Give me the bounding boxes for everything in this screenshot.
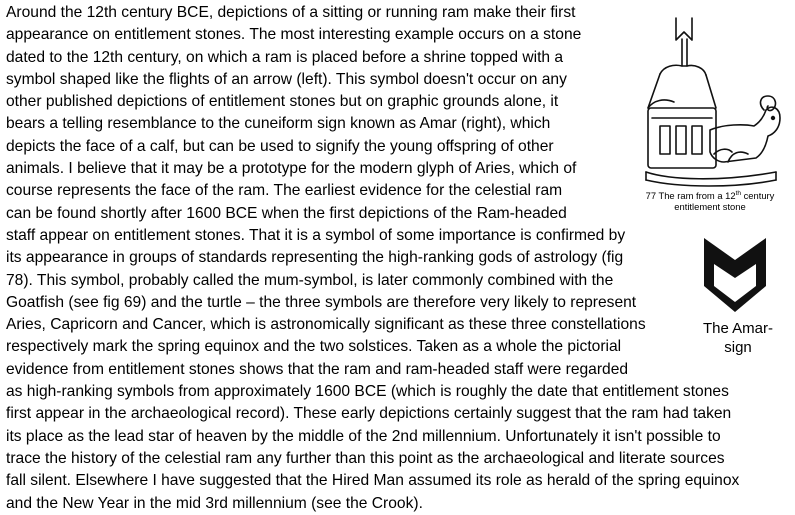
text-line: as high-ranking symbols from approximately 1600 BCE (which is roughly the date that entitlement stones <box>6 383 729 401</box>
text-line: symbol shaped like the flights of an arrow (left). This symbol doesn't occur on any <box>6 70 567 88</box>
shrine <box>648 108 716 168</box>
ram-caption-line2: entitlement stone <box>674 201 746 213</box>
text-line: appearance on entitlement stones. The most interesting example occurs on a stone <box>6 26 582 44</box>
text-line: trace the history of the celestial ram any further than this point as the archaeological and literate sources <box>6 449 725 467</box>
text-line: can be found shortly after 1600 BCE when the first depictions of the Ram-headed <box>6 204 567 222</box>
amar-sign-glyph <box>704 238 766 312</box>
text-line: 78). This symbol, probably called the mum-symbol, is later commonly combined with the <box>6 271 614 289</box>
text-line: and the New Year in the mid 3rd millennium (see the Crook). <box>6 494 423 512</box>
amar-figure-caption <box>688 319 788 357</box>
text-line: Goatfish (see fig 69) and the turtle – the three symbols are therefore very likely to represent <box>6 293 637 311</box>
ram-caption-superscript: th <box>735 190 742 197</box>
text-line: its appearance in groups of standards representing the high-ranking gods of astrology (fig <box>6 249 624 267</box>
text-line: depicts the face of a calf, but can be used to signify the young offspring of other <box>6 137 554 155</box>
text-line: course represents the face of the ram. The earliest evidence for the celestial ram <box>6 182 563 200</box>
amar-caption-line1: The Amar- <box>702 320 774 337</box>
text-line: respectively mark the spring equinox and the two solstices. Taken as a whole the pictorial <box>6 338 622 356</box>
text-line: evidence from entitlement stones shows that the ram and ram-headed staff were regarded <box>6 360 629 378</box>
text-line: other published depictions of entitlement stones but on graphic grounds alone, it <box>6 93 559 111</box>
text-line: animals. I believe that it may be a prototype for the modern glyph of Aries, which of <box>6 160 577 178</box>
text-line: first appear in the archaeological record). These early depictions certainly suggest that the ram had taken <box>6 405 732 423</box>
amar-caption-line2: sign <box>724 339 752 356</box>
text-line: Around the 12th century BCE, depictions of a sitting or running ram make their first <box>6 4 576 21</box>
text-line: bears a telling resemblance to the cuneiform sign known as Amar (right), which <box>6 115 551 133</box>
text-line: dated to the 12th century, on which a ram is placed before a shrine topped with a <box>6 48 564 66</box>
text-line: Aries, Capricorn and Cancer, which is astronomically significant as these three constellations <box>6 316 646 334</box>
text-line: staff appear on entitlement stones. That it is a symbol of some importance is confirmed by <box>6 226 626 244</box>
ram-shrine-illustration <box>640 12 782 192</box>
ram-caption-mid: century <box>741 190 775 202</box>
amar-sign-illustration <box>700 234 770 314</box>
text-line: fall silent. Elsewhere I have suggested that the Hired Man assumed its role as herald of the spring equinox <box>6 472 740 490</box>
ram-horn <box>761 96 776 111</box>
ram-body <box>710 107 780 162</box>
ram-figure-caption <box>628 188 792 212</box>
text-line: its place as the lead star of heaven by the middle of the 2nd millennium. Unfortunately it isn't possible to <box>6 427 721 445</box>
ram-caption-prefix: 77 The ram from a 12 <box>645 190 736 202</box>
arrow-flight-symbol <box>676 18 692 40</box>
